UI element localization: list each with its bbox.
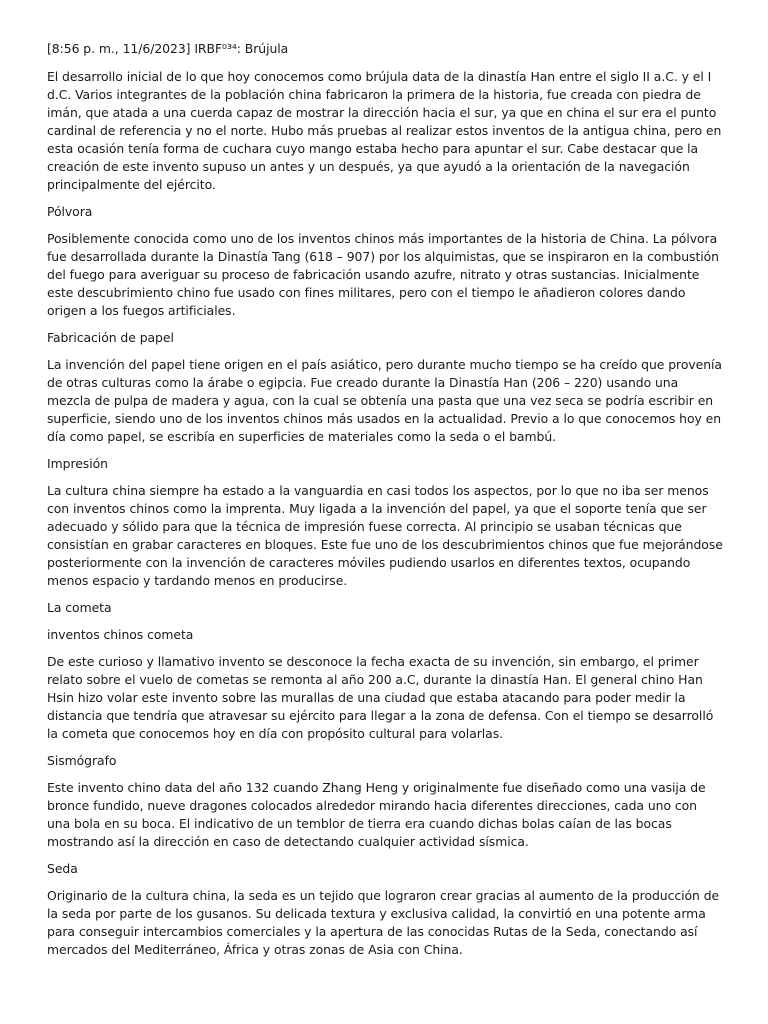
heading-cometa: La cometa — [47, 600, 112, 615]
heading-inventos-cometa: inventos chinos cometa — [47, 627, 194, 642]
document-page — [47, 40, 723, 968]
heading-seda: Seda — [47, 861, 78, 876]
paragraph-sismografo: Este invento chino data del año 132 cuando Zhang Heng y originalmente fue diseñado como una vasija de bronce fundido, nueve dragones colocados alrededor mirando hacia diferentes direcciones, cada uno con una bola en su boca. El indicativo de un temblor de tierra era cuando dichas bolas caían de las bocas mostrando así la dirección en caso de detectando cualquier actividad sísmica. — [47, 780, 706, 849]
paragraph-seda: Originario de la cultura china, la seda es un tejido que lograron crear gracias al aumento de la producción de la seda por parte de los gusanos. Su delicada textura y exclusiva calidad, la convirtió en una potente arma para conseguir intercambios comerciales y la apertura de las conocidas Rutas de la Seda, conectando así mercados del Mediterráneo, África y otras zonas de Asia con China. — [47, 888, 720, 957]
paragraph-impresion: La cultura china siempre ha estado a la vanguardia en casi todos los aspectos, por lo que no iba ser menos con inventos chinos como la imprenta. Muy ligada a la invención del papel, ya que el soporte tenía que ser adecuado y sólido para que la técnica de impresión fuese correcta. Al principio se usaban técnicas que consistían en grabar caracteres en bloques. Este fue uno de los descubrimientos chinos que fue mejorándose posteriormente con la invención de caracteres móviles pudiendo usarlos en diferentes textos, ocupando menos espacio y tardando menos en producirse. — [47, 483, 723, 588]
paragraph-polvora: Posiblemente conocida como uno de los inventos chinos más importantes de la historia de China. La pólvora fue desarrollada durante la Dinastía Tang (618 – 907) por los alquimistas, que se inspiraron en la combustión del fuego para averiguar su proceso de fabricación usando azufre, nitrato y otras sustancias. Inicialmente este descubrimiento chino fue usado con fines militares, pero con el tiempo le añadieron colores dando origen a los fuegos artificiales. — [47, 231, 719, 318]
paragraph-cometa: De este curioso y llamativo invento se desconoce la fecha exacta de su invención, sin embargo, el primer relato sobre el vuelo de cometas se remonta al año 200 a.C, durante la dinastía Han. El general chino Han Hsin hizo volar este invento sobre las murallas de una ciudad que estaba atacando para poder medir la distancia que tendría que atravesar su ejército para llegar a la zona de defensa. Con el tiempo se desarrolló la cometa que conocemos hoy en día con propósito cultural para volarlas. — [47, 654, 714, 741]
heading-papel: Fabricación de papel — [47, 330, 174, 345]
paragraph-papel: La invención del papel tiene origen en el país asiático, pero durante mucho tiempo se ha creído que provenía de otras culturas como la árabe o egipcia. Fue creado durante la Dinastía Han (206 – 220) usando una mezcla de pulpa de madera y agua, con la cual se obtenía una pasta que una vez seca se podría escribir en superficie, siendo uno de los inventos chinos más usados en la actualidad. Previo a lo que conocemos hoy en día como papel, se escribía en superficies de materiales como la seda o el bambú. — [47, 357, 722, 444]
heading-polvora: Pólvora — [47, 204, 93, 219]
message-header: [8:56 p. m., 11/6/2023] IRBF⁰³⁴: Brújula — [47, 41, 289, 56]
heading-impresion: Impresión — [47, 456, 108, 471]
paragraph-brujula: El desarrollo inicial de lo que hoy conocemos como brújula data de la dinastía Han entre el siglo II a.C. y el I d.C. Varios integrantes de la población china fabricaron la primera de la historia, fue creada con piedra de imán, que atada a una cuerda capaz de mostrar la dirección hacia el sur, ya que en china el sur era el punto cardinal de referencia y no el norte. Hubo más pruebas al realizar estos inventos de la antigua china, pero en esta ocasión tenía forma de cuchara cuyo mango estaba hecho para apuntar el sur. Cabe destacar que la creación de este invento supuso un antes y un después, ya que ayudó a la orientación de la navegación principalmente del ejército. — [47, 69, 722, 192]
heading-sismografo: Sismógrafo — [47, 753, 117, 768]
